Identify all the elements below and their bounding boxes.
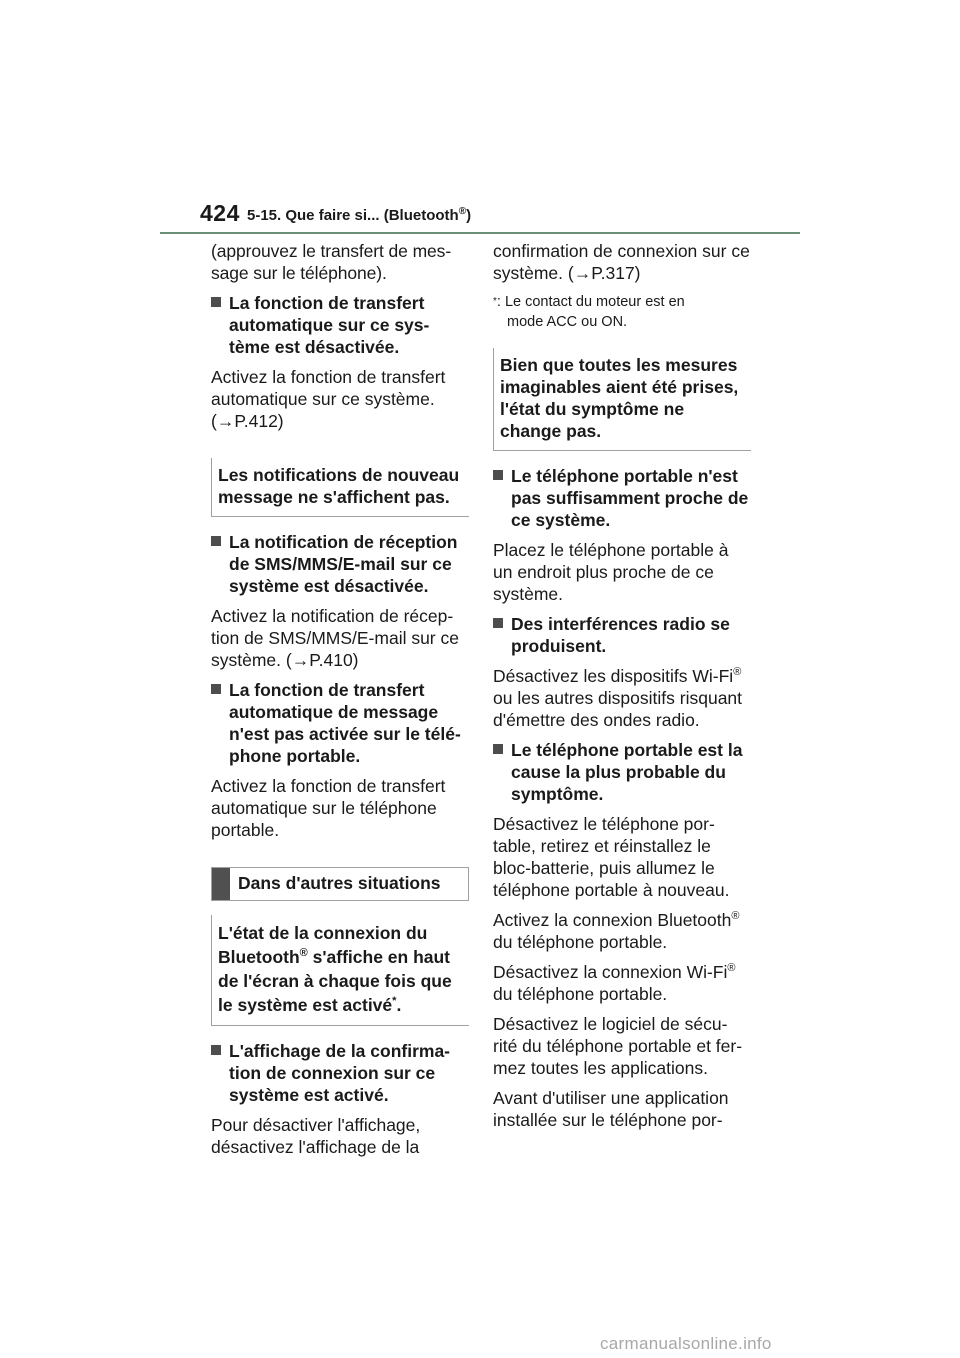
paragraph: confirmation de connexion sur ce système. (→P.317) [493,241,750,283]
subheading: Des interférences radio se produisent. [493,613,751,657]
paragraph: (approuvez le transfert de mes-sage sur le téléphone). [211,241,452,283]
situation-box: Les notifications de nouveau message ne s'affichent pas. [211,458,469,517]
situation-box: L'état de la connexion du Bluetooth® s'affiche en haut de l'écran à chaque fois que le système est activé*. [211,915,469,1026]
subheading: La notification de réception de SMS/MMS/E-mail sur ce système est désactivée. [211,531,469,597]
header-rule [160,232,800,234]
bullet-square-icon [211,297,221,307]
bullet-square-icon [211,536,221,546]
paragraph: Activez la connexion Bluetooth® du téléphone portable. [493,910,740,952]
watermark-url: carmanualsonline.info [600,1334,772,1353]
paragraph: Désactivez les dispositifs Wi-Fi® ou les autres dispositifs risquant d'émettre des ondes radio. [493,666,743,730]
subheading: La fonction de transfert automatique de message n'est pas activée sur le télé-phone portable. [211,679,469,767]
section-title: 5-15. Que faire si... (Bluetooth®) [247,206,472,224]
paragraph: Activez la fonction de transfert automatique sur le téléphone portable. [211,776,446,840]
paragraph: Désactivez la connexion Wi-Fi® du téléphone portable. [493,962,736,1004]
paragraph: Désactivez le téléphone por-table, retirez et réinstallez le bloc-batterie, puis allumez le téléphone portable à nouveau. [493,814,730,900]
bullet-square-icon [211,1045,221,1055]
paragraph: Avant d'utiliser une application installée sur le téléphone por- [493,1088,729,1130]
situation-box: Bien que toutes les mesures imaginables aient été prises, l'état du symptôme ne change pas. [493,348,751,451]
subheading: Le téléphone portable est la cause la plus probable du symptôme. [493,739,751,805]
bullet-square-icon [493,470,503,480]
bullet-square-icon [211,684,221,694]
subheading: L'affichage de la confirma-tion de connexion sur ce système est activé. [211,1040,469,1106]
subheading: Le téléphone portable n'est pas suffisamment proche de ce système. [493,465,751,531]
section-bar-label: Dans d'autres situations [238,873,441,893]
left-column [211,240,469,1166]
bullet-square-icon [493,744,503,754]
section-bar [211,867,469,901]
paragraph: Désactivez le logiciel de sécu-rité du téléphone portable et fer-mez toutes les applications. [493,1014,743,1078]
footnote: *: Le contact du moteur est en mode ACC ou ON. [493,294,685,330]
page-number: 424 [200,200,240,226]
bullet-square-icon [493,618,503,628]
subheading: La fonction de transfert automatique sur ce sys-tème est désactivée. [211,292,469,358]
right-column [493,240,751,1139]
paragraph: Activez la notification de récep-tion de SMS/MMS/E-mail sur ce système. (→P.410) [211,606,459,670]
paragraph: Pour désactiver l'affichage, désactivez l'affichage de la [211,1115,421,1157]
page-header [200,200,800,236]
section-bar-marker [212,868,230,900]
paragraph: Activez la fonction de transfert automatique sur ce système. (→P.412) [211,367,446,431]
paragraph: Placez le téléphone portable à un endroit plus proche de ce système. [493,540,729,604]
